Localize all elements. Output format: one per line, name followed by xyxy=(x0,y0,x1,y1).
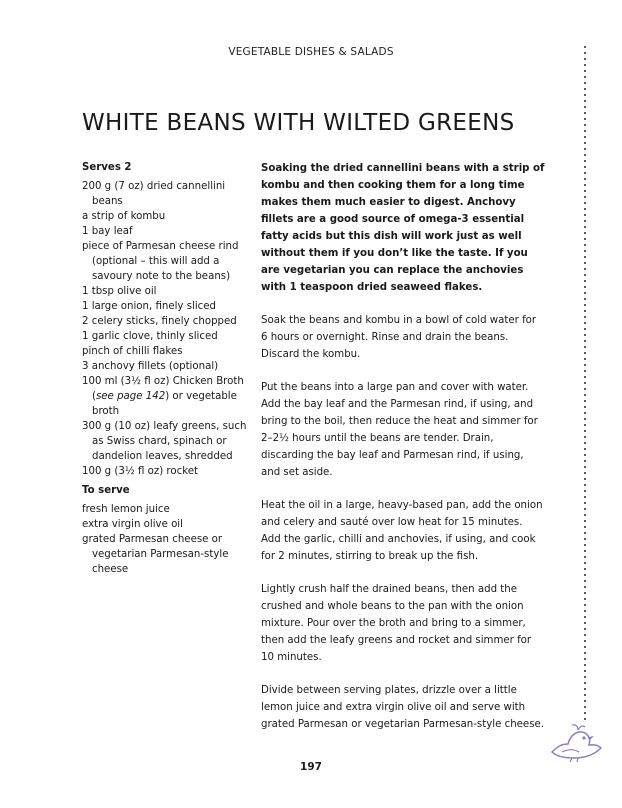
serves-label: Serves 2 xyxy=(82,162,132,173)
ingredient-item: 1 tbsp olive oil xyxy=(82,286,157,297)
method-step: Lightly crush half the drained beans, then add the crushed and whole beans to the pan with the onion mixture. Pour over the broth and bring to a simmer, then add the leafy greens and rocket and simmer for 10 minutes. xyxy=(261,584,532,663)
ingredient-item: pinch of chilli flakes xyxy=(82,346,183,357)
broth-text-end: ) or vegetable broth xyxy=(92,391,237,417)
method-step: Divide between serving plates, drizzle over a little lemon juice and extra virgin olive oil and serve with grated Parmesan or vegetarian Parmesan-style cheese. xyxy=(261,685,545,730)
to-serve-list xyxy=(82,502,252,577)
ingredient-item: 200 g (7 oz) dried cannellini beans xyxy=(82,181,226,207)
page-reference: see page 142 xyxy=(95,391,166,402)
ingredient-item: 2 celery sticks, finely chopped xyxy=(82,316,237,327)
ingredient-item: 3 anchovy fillets (optional) xyxy=(82,361,219,372)
ingredient-item-broth xyxy=(82,374,252,419)
ingredient-item: 300 g (10 oz) leafy greens, such as Swiss chard, spinach or dandelion leaves, shredded xyxy=(82,421,247,462)
ingredients-column xyxy=(82,160,252,577)
page-number: 197 xyxy=(300,761,322,773)
running-head: VEGETABLE DISHES & SALADS xyxy=(228,46,394,58)
ingredient-item: a strip of kombu xyxy=(82,211,166,222)
ingredient-list xyxy=(82,179,252,479)
method-step: Soak the beans and kombu in a bowl of cold water for 6 hours or overnight. Rinse and drain the beans. Discard the kombu. xyxy=(261,315,537,360)
serve-item: fresh lemon juice xyxy=(82,504,170,515)
recipe-title: WHITE BEANS WITH WILTED GREENS xyxy=(82,110,515,136)
ingredient-item: piece of Parmesan cheese rind (optional – this will add a savoury note to the beans) xyxy=(82,241,239,282)
to-serve-label: To serve xyxy=(82,485,130,496)
method-column xyxy=(261,160,545,749)
ingredient-item: 100 g (3½ fl oz) rocket xyxy=(82,466,199,477)
broth-text: 100 ml (3½ fl oz) Chicken Broth ( xyxy=(82,376,244,402)
method-step: Heat the oil in a large, heavy-based pan, add the onion and celery and sauté over low heat for 15 minutes. Add the garlic, chilli and anchovies, if using, and cook for 2 minutes, stirring to break up the fish. xyxy=(261,500,543,562)
method-step: Put the beans into a large pan and cover with water. Add the bay leaf and the Parmesan rind, if using, and bring to the boil, then reduce the heat and simmer for 2–2½ hours until the beans are tender. Drain, discarding the bay leaf and Parmesan rind, if using, and set aside. xyxy=(261,382,538,478)
ingredient-item: 1 garlic clove, thinly sliced xyxy=(82,331,218,342)
ingredient-item: 1 large onion, finely sliced xyxy=(82,301,217,312)
serve-item: grated Parmesan cheese or vegetarian Parmesan-style cheese xyxy=(82,534,229,575)
dotted-margin-rule xyxy=(584,44,586,724)
recipe-intro: Soaking the dried cannellini beans with a strip of kombu and then cooking them for a long time makes them much easier to digest. Anchovy fillets are a good source of omega-3 essential fatty acids but this dish will work just as well without them if you don’t like the taste. If you are vegetarian you can replace the anchovies with 1 teaspoon dried seaweed flakes. xyxy=(261,163,545,293)
bird-icon xyxy=(548,722,604,762)
serve-item: extra virgin olive oil xyxy=(82,519,183,530)
ingredient-item: 1 bay leaf xyxy=(82,226,133,237)
